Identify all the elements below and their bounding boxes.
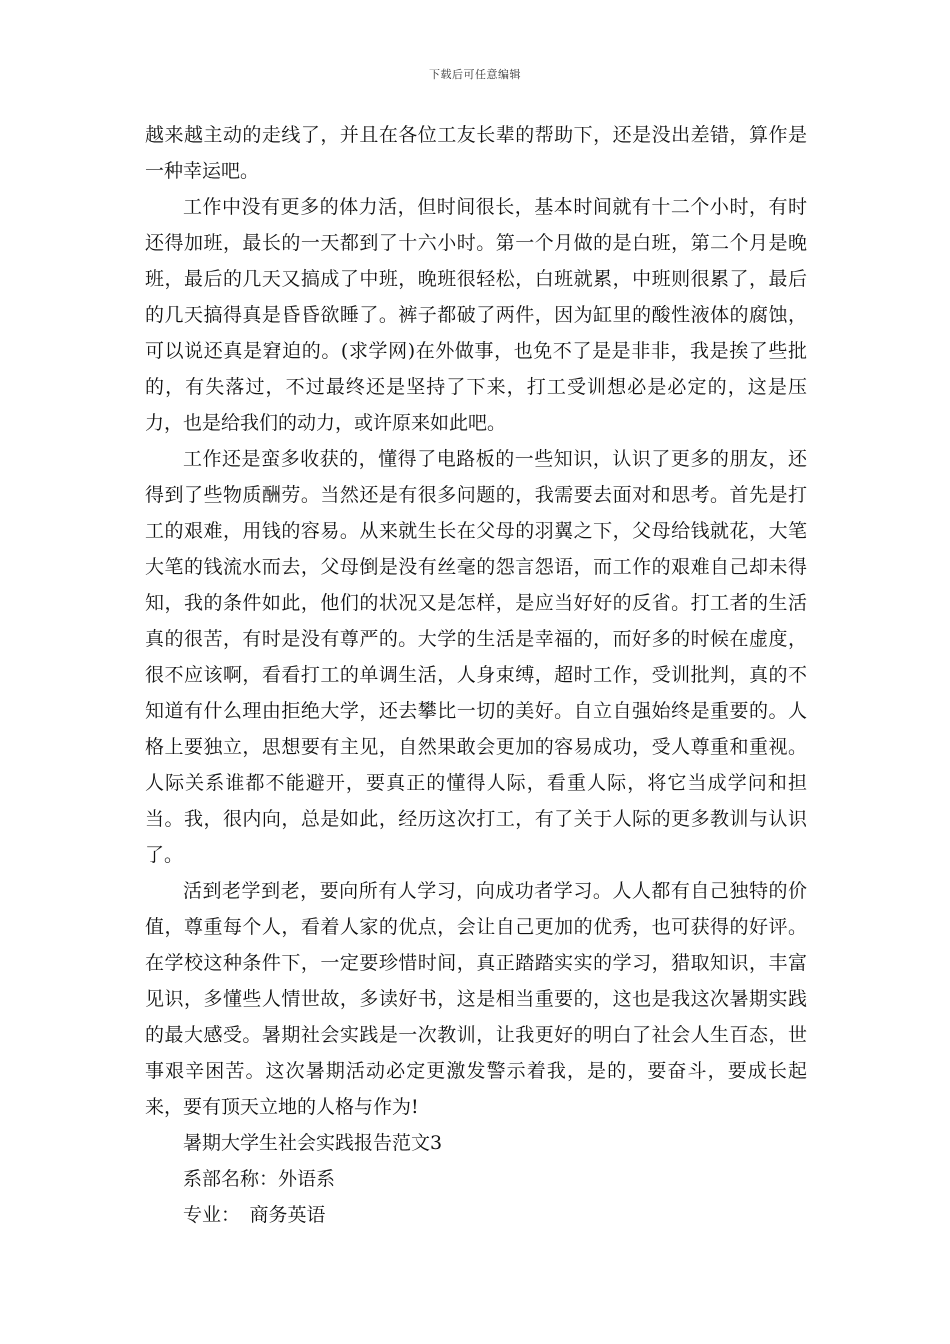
document-body [145,117,807,1233]
paragraph-4: 活到老学到老，要向所有人学习，向成功者学习。人人都有自己独特的价值，尊重每个人，看着人家的优点，会让自己更加的优秀，也可获得的好评。在学校这种条件下，一定要珍惜时间，真正踏踏实实的学习，猎取知识，丰富见识，多懂些人情世故，多读好书，这是相当重要的，这也是我这次暑期实践的最大感受。暑期社会实践是一次教训，让我更好的明白了社会人生百态，世事艰辛困苦。这次暑期活动必定更激发警示着我，是的，要奋斗，要成长起来，要有顶天立地的人格与作为! [145,880,807,1118]
major-line: 专业： 商务英语 [183,1204,326,1226]
paragraph-2: 工作中没有更多的体力活，但时间很长，基本时间就有十二个小时，有时还得加班，最长的一天都到了十六小时。第一个月做的是白班，第二个月是晚班，最后的几天又搞成了中班，晚班很轻松，白班就累，中班则很累了，最后的几天搞得真是昏昏欲睡了。裤子都破了两件，因为缸里的酸性液体的腐蚀，可以说还真是窘迫的。(求学网)在外做事，也免不了是是非非，我是挨了些批的，有失落过，不过最终还是坚持了下来，打工受训想必是必定的，这是压力，也是给我们的动力，或许原来如此吧。 [145,196,807,434]
department-line: 系部名称：外语系 [183,1168,336,1190]
paragraph-3: 工作还是蛮多收获的，懂得了电路板的一些知识，认识了更多的朋友，还得到了些物质酬劳。当然还是有很多问题的，我需要去面对和思考。首先是打工的艰难，用钱的容易。从来就生长在父母的羽翼之下，父母给钱就花，大笔大笔的钱流水而去，父母倒是没有丝毫的怨言怨语，而工作的艰难自己却未得知，我的条件如此，他们的状况又是怎样，是应当好好的反省。打工者的生活真的很苦，有时是没有尊严的。大学的生活是幸福的，而好多的时候在虚度，很不应该啊，看看打工的单调生活，人身束缚，超时工作，受训批判，真的不知道有什么理由拒绝大学，还去攀比一切的美好。自立自强始终是重要的。人格上要独立，思想要有主见，自然果敢会更加的容易成功，受人尊重和重视。人际关系谁都不能避开，要真正的懂得人际，看重人际，将它当成学问和担当。我，很内向，总是如此，经历这次打工，有了关于人际的更多教训与认识了。 [145,448,807,866]
section-title: 暑期大学生社会实践报告范文3 [183,1132,443,1154]
paragraph-1: 越来越主动的走线了，并且在各位工友长辈的帮助下，还是没出差错，算作是一种幸运吧。 [145,124,807,182]
page-header: 下载后可任意编辑 [429,68,521,81]
